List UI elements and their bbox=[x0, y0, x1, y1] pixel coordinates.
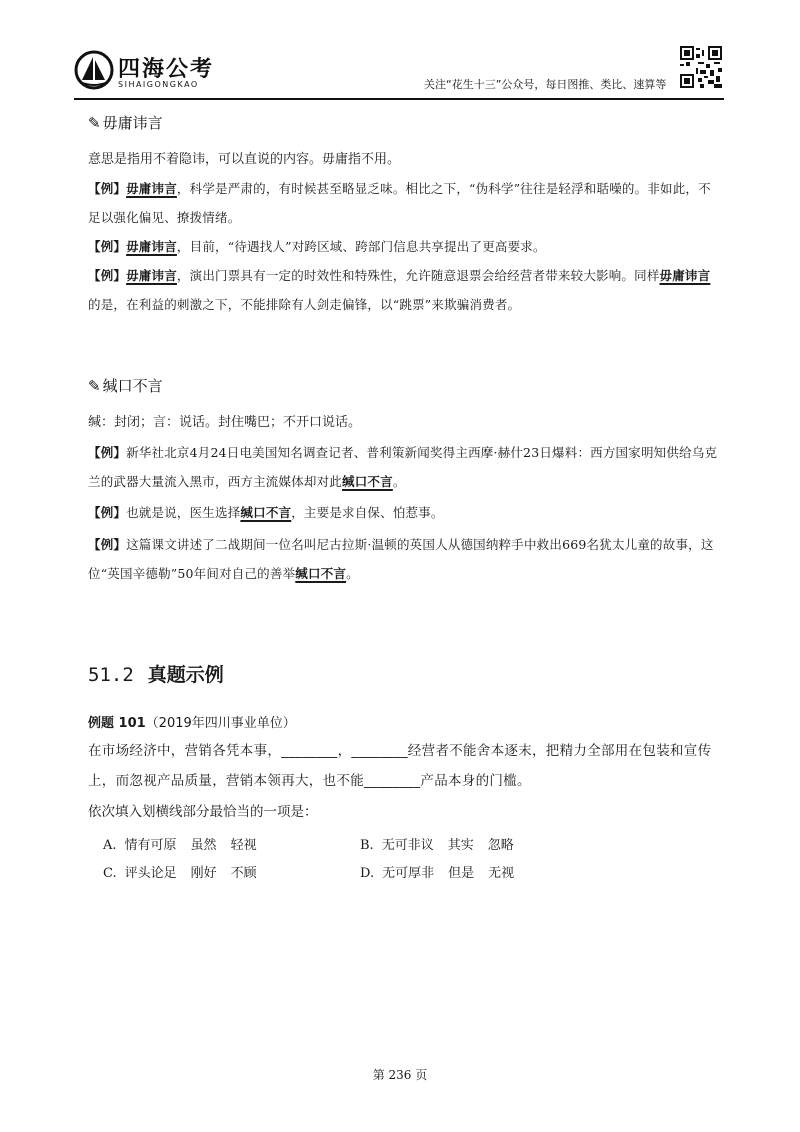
option-d[interactable]: D. 无可厚非 但是 无视 bbox=[360, 866, 515, 881]
section-heading: 真题示例 bbox=[147, 664, 224, 686]
idiom-term: 毋庸讳言 bbox=[102, 114, 163, 132]
option-b[interactable]: B. 无可非议 其实 忽略 bbox=[360, 838, 514, 853]
example-sentence: 【例】毋庸讳言，目前，“待遇找人”对跨区域、跨部门信息共享提出了更高要求。 bbox=[88, 239, 546, 254]
option-c[interactable]: C. 评头论足 刚好 不顾 bbox=[103, 866, 257, 881]
example-sentence: 【例】也就是说，医生选择缄口不言，主要是求自保、怕惹事。 bbox=[88, 505, 444, 520]
question-stem: 在市场经济中，营销各凭本事，________，________经营者不能舍本逐末，把精力全部用在包装和宣传上，而忽视产品质量，营销本领再大，也不能________产品本身的门槛。 bbox=[88, 743, 712, 789]
brand-name-latin: SIHAIGONGKAO bbox=[118, 80, 199, 89]
idiom-heading bbox=[88, 375, 163, 396]
keyword: 毋庸讳言 bbox=[126, 268, 177, 283]
keyword: 缄口不言 bbox=[240, 505, 292, 520]
pencil-icon: ✎ bbox=[88, 377, 101, 395]
pencil-icon: ✎ bbox=[88, 114, 101, 132]
keyword: 毋庸讳言 bbox=[659, 268, 711, 283]
question-prompt: 依次填入划横线部分最恰当的一项是： bbox=[88, 804, 318, 820]
question-source: （2019年四川事业单位） bbox=[145, 716, 296, 731]
keyword: 毋庸讳言 bbox=[126, 239, 177, 254]
example-sentence: 【例】毋庸讳言，演出门票具有一定的时效性和特殊性，允许随意退票会给经营者带来较大影响。同样毋庸讳言的是，在利益的刺激之下，不能排除有人剑走偏锋，以“跳票”来欺骗消费者。 bbox=[88, 268, 711, 312]
page-header bbox=[0, 0, 800, 100]
header-divider bbox=[74, 98, 724, 100]
section-title bbox=[88, 660, 224, 687]
header-note: 关注“花生十三”公众号，每日图推、类比、速算等 bbox=[424, 78, 667, 91]
idiom-heading bbox=[88, 112, 163, 133]
idiom-definition: 意思是指用不着隐讳，可以直说的内容。毋庸指不用。 bbox=[88, 152, 401, 167]
brand-name: 四海公考 bbox=[118, 57, 215, 82]
qr-code-icon bbox=[680, 46, 722, 88]
keyword: 缄口不言 bbox=[342, 474, 393, 489]
example-sentence: 【例】这篇课文讲述了二战期间一位名叫尼古拉斯·温顿的英国人从德国纳粹手中救出669名犹太儿童的故事，这位“英国辛德勒”50年间对自己的善举缄口不言。 bbox=[88, 537, 714, 581]
keyword: 缄口不言 bbox=[295, 566, 347, 581]
option-a[interactable]: A. 情有可原 虽然 轻视 bbox=[103, 838, 257, 853]
sailboat-logo-icon bbox=[74, 50, 114, 90]
question-label: 例题 101 bbox=[88, 716, 146, 731]
page-number: 第 236 页 bbox=[372, 1068, 428, 1082]
section-number: 51.2 bbox=[88, 664, 134, 686]
example-sentence: 【例】新华社北京4月24日电美国知名调查记者、普利策新闻奖得主西摩·赫什23日爆料：西方国家明知供给乌克兰的武器大量流入黑市，西方主流媒体却对此缄口不言。 bbox=[88, 445, 718, 489]
example-sentence: 【例】毋庸讳言，科学是严肃的，有时候甚至略显乏味。相比之下，“伪科学”往往是轻浮和聒噪的。非如此，不足以强化偏见、撩拨情绪。 bbox=[88, 181, 711, 225]
keyword: 毋庸讳言 bbox=[126, 181, 177, 196]
idiom-term: 缄口不言 bbox=[102, 377, 163, 395]
question-header bbox=[88, 712, 296, 731]
idiom-definition: 缄：封闭；言：说话。封住嘴巴；不开口说话。 bbox=[88, 415, 362, 430]
